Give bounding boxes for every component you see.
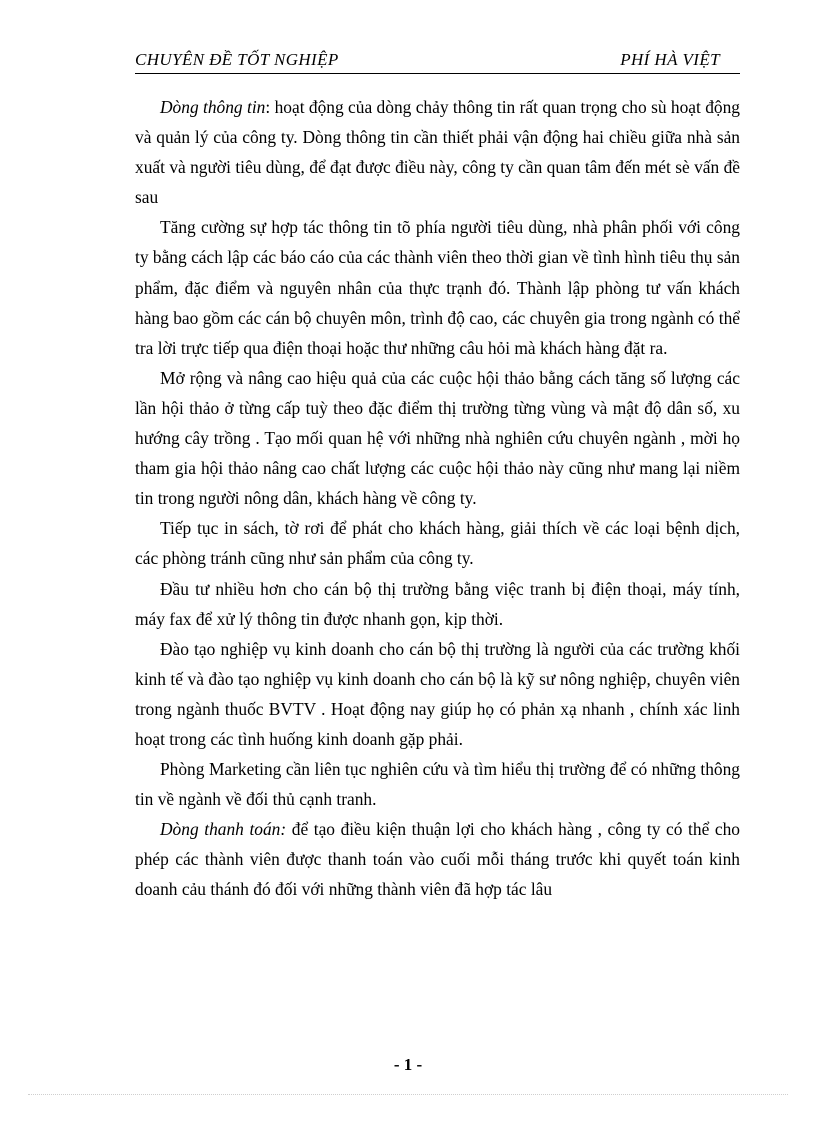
lead-info-flow: Dòng thông tin [160,97,266,117]
paragraph-text: Tăng cường sự hợp tác thông tin tõ phía người tiêu dùng, nhà phân phối với công ty bằng cách lập các báo cáo của các thành viên theo thời gian về tình hình tiêu thụ sản phẩm, đặc điểm và nguyên nhân của thực trạnh đó. Thành lập phòng tư vấn khách hàng bao gồm các cán bộ chuyên môn, trình độ cao, các chuyên gia trong ngành có thể tra lời trực tiếp qua điện thoại hoặc thư những câu hỏi mà khách hàng đặt ra. [135,217,740,358]
page-header [135,47,740,74]
paragraph [135,574,740,634]
paragraph-info-flow [135,92,740,212]
paragraph-text: để tạo điều kiện thuận lợi cho khách hàng , công ty có thể cho phép các thành viên được thanh toán vào cuối mỗi tháng trước khi quyết toán kinh doanh cảu thánh đó đối với những thành viên đã hợp tác lâu [135,819,740,900]
paragraph [135,363,740,513]
header-author: PHÍ HÀ VIỆT [620,50,720,69]
document-body [135,92,740,905]
paragraph-text: Đào tạo nghiệp vụ kinh doanh cho cán bộ thị trường là người của các trường khối kinh tế và đào tạo nghiệp vụ kinh doanh cho cán bộ là kỹ sư nông nghiệp, chuyên viên trong ngành thuốc BVTV . Hoạt động nay giúp họ có phản xạ nhanh , chính xác linh hoạt trong các tình huống kinh doanh gặp phải. [135,638,740,749]
paragraph [135,754,740,814]
page-bottom-divider [28,1094,788,1095]
lead-payment-flow: Dòng thanh toán: [160,819,287,840]
paragraph-text: Đầu tư nhiều hơn cho cán bộ thị trường bằng việc tranh bị điện thoại, máy tính, máy fax để xử lý thông tin được nhanh gọn, kịp thời. [135,578,740,629]
paragraph [135,513,740,573]
paragraph-text: Mở rộng và nâng cao hiệu quả của các cuộc hội thảo bằng cách tăng số lượng các lần hội thảo ở từng cấp tuỳ theo đặc điểm thị trường từng vùng và mật độ dân số, xu hướng cây trồng . Tạo mối quan hệ với những nhà nghiên cứu chuyên ngành , mời họ tham gia hội thảo nâng cao chất lượng các cuộc hội thảo này cũng như mang lại niềm tin trong người nông dân, khách hàng về công ty. [135,367,740,509]
paragraph-text: Tiếp tục in sách, tờ rơi để phát cho khách hàng, giải thích về các loại bệnh dịch, các phòng tránh cũng như sản phẩm của công ty. [135,518,740,569]
paragraph-text: Phòng Marketing cần liên tục nghiên cứu và tìm hiểu thị trường để có những thông tin về ngành về đối thủ cạnh tranh. [135,759,740,810]
paragraph-text: : hoạt động của dòng chảy thông tin rất quan trọng cho sù hoạt động và quản lý của công ty. Dòng thông tin cần thiết phải vận động hai chiều giữa nhà sản xuất và người tiêu dùng, để đạt được điều này, công ty cần quan tâm đến mét sè vấn đề sau [135,97,741,208]
header-title: CHUYÊN ĐỀ TỐT NGHIỆP [135,50,339,69]
paragraph [135,634,740,754]
page-number: - 1 - [393,1055,423,1074]
paragraph-payment-flow [135,814,740,904]
paragraph [135,212,740,362]
